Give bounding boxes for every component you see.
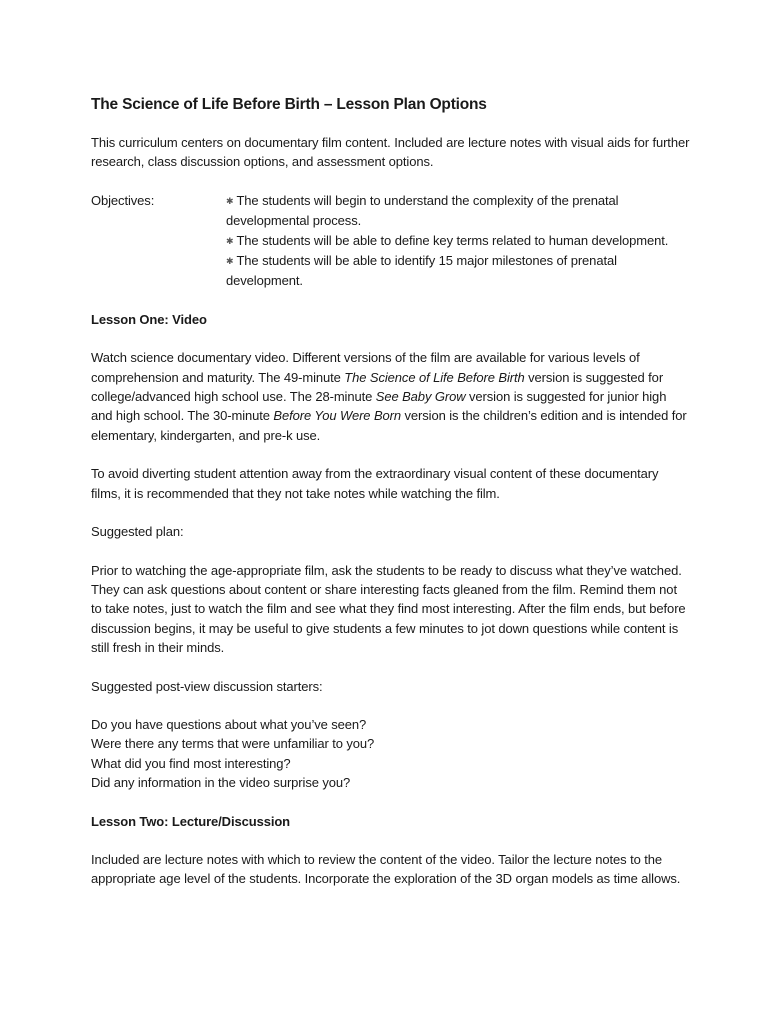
- objective-item: ✱ The students will be able to define key terms related to human development.: [226, 232, 669, 248]
- list-item: Did any information in the video surprise you?: [91, 775, 351, 791]
- list-item: What did you find most interesting?: [91, 755, 291, 771]
- discussion-starters-list: [91, 715, 691, 793]
- objectives-label: Objectives:: [91, 192, 155, 208]
- film-title: Before You Were Born: [273, 408, 402, 424]
- intro-paragraph: This curriculum centers on documentary film content. Included are lecture notes with visual aids for further research, class discussion options, and assessment options.: [91, 135, 690, 170]
- document-page: [91, 94, 691, 908]
- lesson-one-video-paragraph: Watch science documentary video. Different versions of the film are available for various levels of comprehension and maturity. The 49-minute The Science of Life Before Birth version is suggested for college/advanced high school use. The 28-minute See Baby Grow version is suggested for junior high and high school. The 30-minute Before You Were Born version is the children’s edition and is intended for elementary, kindergarten, and pre-k use.: [91, 350, 687, 443]
- list-item: Were there any terms that were unfamiliar to you?: [91, 736, 375, 752]
- lesson-two-heading: Lesson Two: Lecture/Discussion: [91, 813, 291, 829]
- note-taking-paragraph: To avoid diverting student attention away from the extraordinary visual content of these documentary films, it is recommended that they not take notes while watching the film.: [91, 466, 659, 501]
- film-title: The Science of Life Before Birth: [344, 369, 525, 385]
- discussion-starters-label: Suggested post-view discussion starters:: [91, 678, 323, 694]
- list-item: Do you have questions about what you’ve seen?: [91, 716, 367, 732]
- suggested-plan-label: Suggested plan:: [91, 524, 184, 540]
- objectives-section: [91, 191, 691, 291]
- lesson-one-heading: Lesson One: Video: [91, 311, 207, 327]
- lesson-two-paragraph: Included are lecture notes with which to review the content of the video. Tailor the lecture notes to the appropriate age level of the students. Incorporate the exploration of the 3D organ models as time allows.: [91, 851, 681, 887]
- asterisk-icon: ✱: [226, 235, 234, 246]
- objectives-list: [226, 191, 691, 291]
- objective-item: ✱ The students will begin to understand the complexity of the prenatal developmental process.: [226, 192, 619, 229]
- asterisk-icon: ✱: [226, 256, 234, 267]
- objective-item: ✱ The students will be able to identify 15 major milestones of prenatal development.: [226, 253, 617, 289]
- plan-paragraph: Prior to watching the age-appropriate film, ask the students to be ready to discuss what they’ve watched. They can ask questions about content or share interesting facts gleaned from the film. Remind them not to take notes, just to watch the film and see what they find most interesting. After the film ends, but before discussion begins, it may be useful to give students a few minutes to jot down questions while content is still fresh in their minds.: [91, 562, 686, 656]
- film-title: See Baby Grow: [375, 389, 466, 405]
- page-title: The Science of Life Before Birth – Lesson Plan Options: [91, 96, 487, 113]
- asterisk-icon: ✱: [226, 195, 234, 206]
